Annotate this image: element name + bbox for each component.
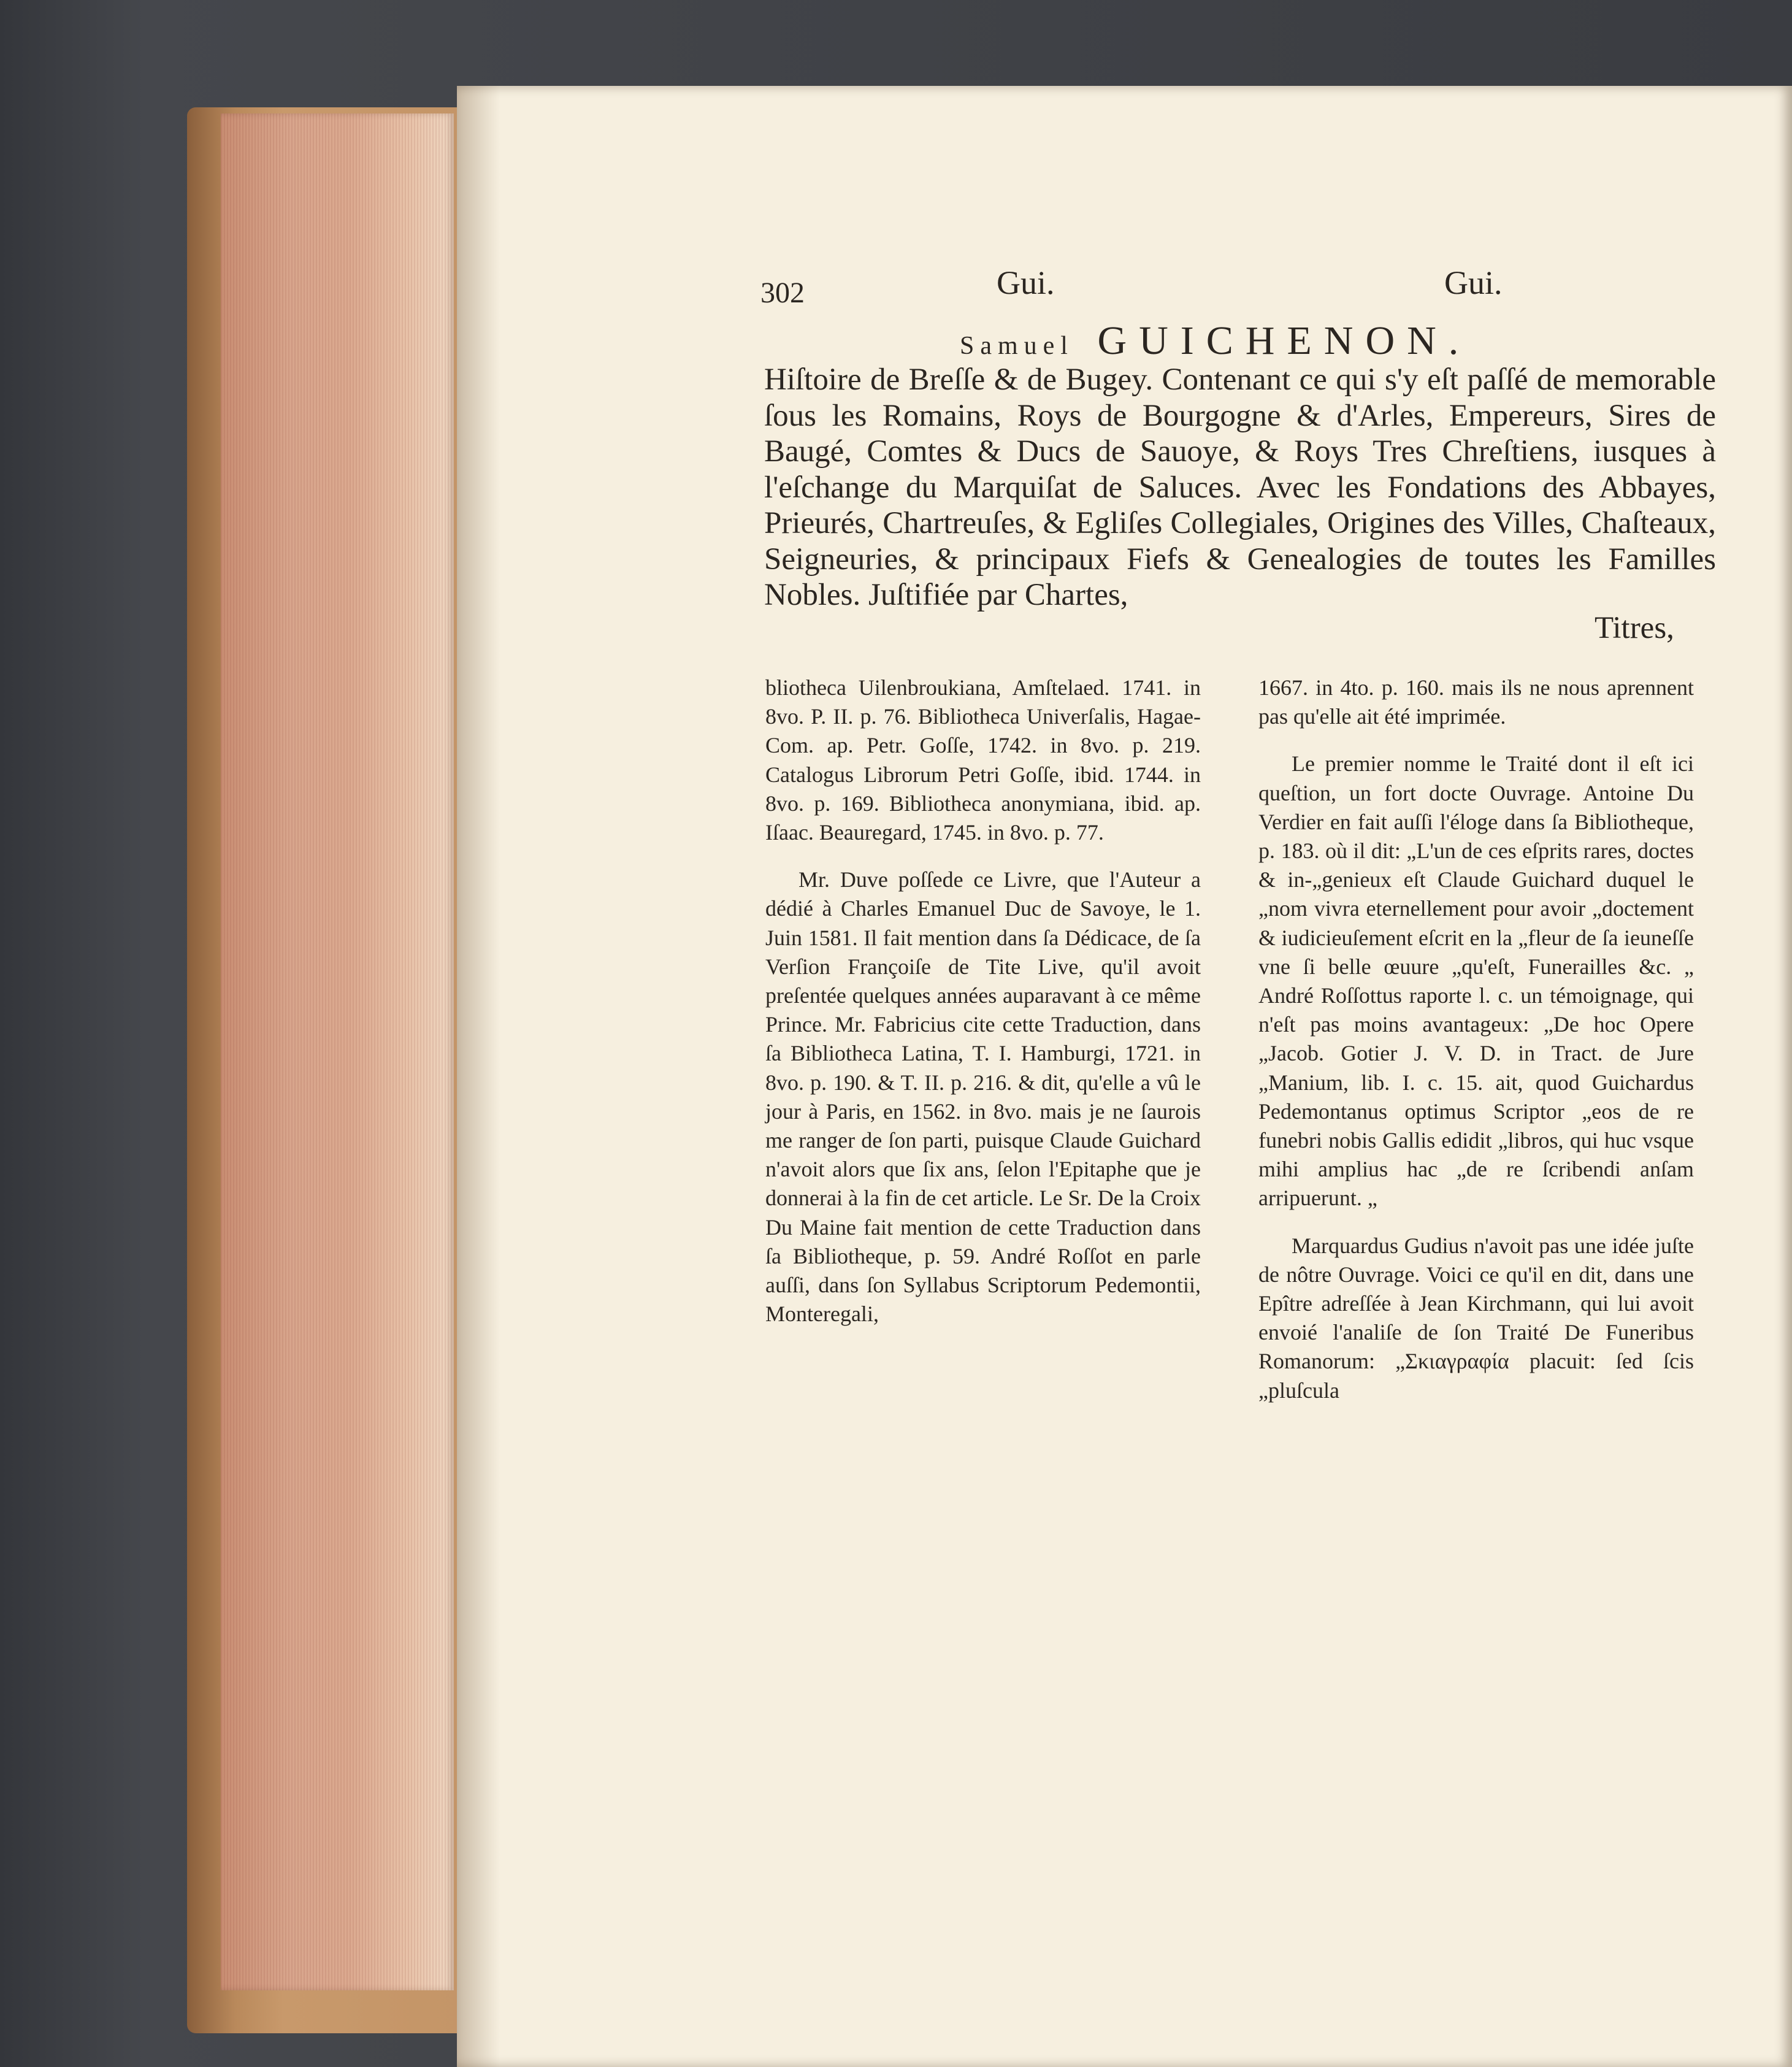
page-number: 302 bbox=[760, 277, 805, 309]
left-paragraph-2: Mr. Duve poſſede ce Livre, que l'Auteur a dédié à Charles Emanuel Duc de Savoye, le 1. Juin 1581. Il fait mention dans ſa Dédicace, de ſa Verſion Françoiſe de Tite Live, qu'il avoit preſentée quelques années auparavant à ce même Prince. Mr. Fabricius cite cette Traduction, dans ſa Bibliotheca Latina, T. I. Hamburgi, 1721. in 8vo. p. 190. & T. II. p. 216. & dit, qu'elle a vû le jour à Paris, en 1562. in 8vo. mais je ne ſaurois me ranger de ſon parti, puisque Claude Guichard n'avoit alors que ſix ans, ſelon l'Epitaphe que je donnerai à la fin de cet article. Le Sr. De la Croix Du Maine fait mention de cette Traduction dans ſa Bibliotheque, p. 59. André Roſſot en parle auſſi, dans ſon Syllabus Scriptorum Pedemontii, Monteregali, bbox=[765, 867, 1201, 1327]
entry-heading bbox=[960, 318, 1471, 364]
right-column bbox=[1258, 673, 1694, 1405]
book-title-text: Hiſtoire de Breſſe & de Bugey. Contenant ce qui s'y eſt paſſé de memorable ſous les Romains, Roys de Bourgogne & d'Arles, Empereurs, Sires de Baugé, Comtes & Ducs de Sauoye, & Roys Tres Chreſtiens, iusques à l'eſchange du Marquiſat de Saluces. Avec les Fondations des Abbayes, Prieurés, Chartreuſes, & Egliſes Collegiales, Origines des Villes, Chaſteaux, Seigneuries, & principaux Fiefs & Genealogies de toutes les Familles Nobles. Juſtifiée par Chartes, bbox=[764, 362, 1716, 612]
running-head-left: Gui. bbox=[997, 264, 1055, 301]
entry-forename: Samuel bbox=[960, 332, 1074, 360]
book-title-catchword: Titres, bbox=[1595, 611, 1674, 645]
right-paragraph-3: Marquardus Gudius n'avoit pas une idée juſte de nôtre Ouvrage. Voici ce qu'il en dit, dans une Epître adreſſée à Jean Kirchmann, qui lui avoit envoié l'analiſe de ſon Traité De Funeribus Romanorum: „Σκιαγραφία placuit: ſed ſcis „pluſcula bbox=[1258, 1233, 1694, 1403]
running-head-right: Gui. bbox=[1444, 264, 1503, 301]
left-column bbox=[765, 673, 1201, 1329]
right-paragraph-1: 1667. in 4to. p. 160. mais ils ne nous aprennent pas qu'elle ait été imprimée. bbox=[1258, 675, 1694, 729]
right-paragraph-2: Le premier nomme le Traité dont il eſt ici queſtion, un fort docte Ouvrage. Antoine Du Verdier en fait auſſi l'éloge dans ſa Bibliotheque, p. 183. où il dit: „L'un de ces eſprits rares, doctes & in-„genieux eſt Claude Guichard duquel le „nom vivra eternellement pour avoir „doctement & iudicieuſement eſcrit en la „fleur de ſa ieuneſſe vne ſi belle œuure „qu'eſt, Funerailles &c. „ André Roſſottus raporte l. c. un témoignage, qui n'eſt pas moins avantageux: „De hoc Opere „Jacob. Gotier J. V. D. in Tract. de Jure „Manium, lib. I. c. 15. ait, quod Guichardus Pedemontanus optimus Scriptor „eos de re funebri nobis Gallis edidit „libros, qui huc vsque mihi amplius hac „de re ſcribendi anſam arripuerunt. „ bbox=[1258, 751, 1694, 1211]
page-edges bbox=[221, 113, 454, 1990]
entry-surname: GUICHENON. bbox=[1097, 318, 1471, 363]
gutter-shadow bbox=[457, 86, 500, 2067]
left-paragraph-1: bliotheca Uilenbroukiana, Amſtelaed. 1741. in 8vo. P. II. p. 76. Bibliotheca Univerſalis, Hagae-Com. ap. Petr. Goſſe, 1742. in 8vo. p. 219. Catalogus Librorum Petri Goſſe, ibid. 1744. in 8vo. p. 169. Bibliotheca anonymiana, ibid. ap. Iſaac. Beauregard, 1745. in 8vo. p. 77. bbox=[765, 675, 1201, 845]
